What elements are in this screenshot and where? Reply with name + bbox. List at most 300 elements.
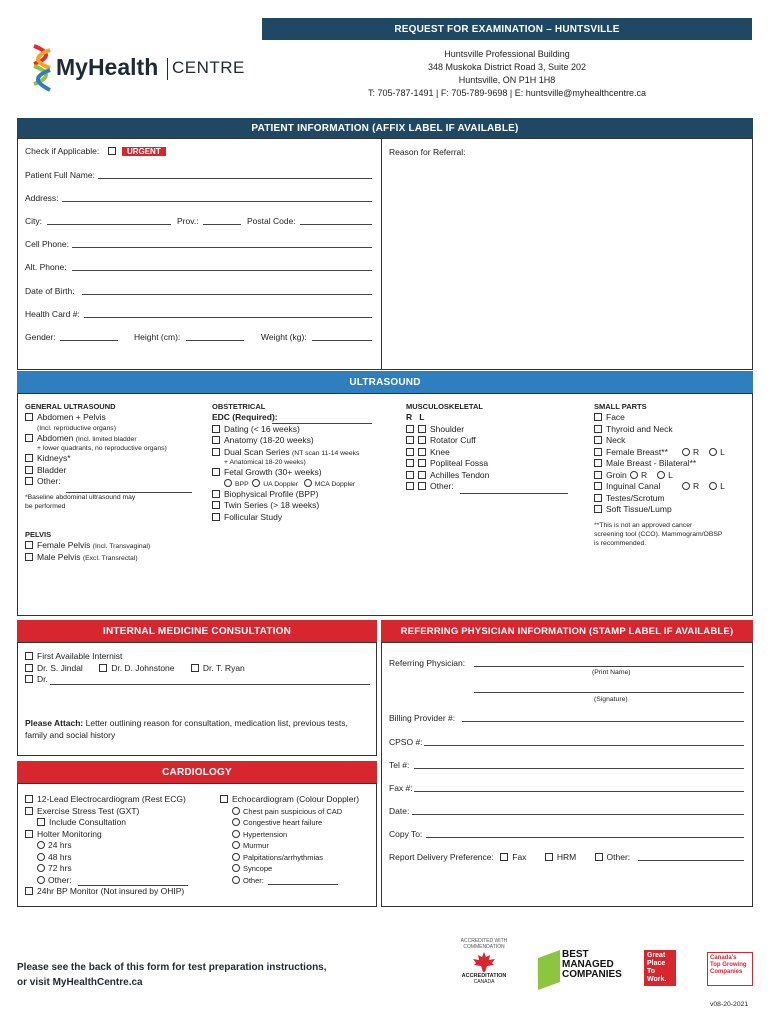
small-parts-checkbox[interactable] [594,436,602,444]
footer-note-line2: or visit MyHealthCentre.ca [17,977,143,988]
edc-label: EDC (Required): [212,412,278,422]
companies-text: COMPANIES [562,969,622,980]
jindal-checkbox[interactable] [25,664,33,672]
referring-bar [381,620,753,642]
follicular-checkbox[interactable] [212,513,220,521]
gxt-option[interactable] [25,806,225,818]
dating-option[interactable] [212,424,397,436]
echo-item[interactable] [232,829,375,841]
echo-item-radio[interactable] [232,818,240,826]
date-label: Date: [389,806,410,816]
female-left-radio[interactable] [709,448,717,456]
health-card-field[interactable] [84,317,372,318]
small-parts-label: Thyroid and Neck [606,423,673,434]
msk-right-checkbox[interactable] [406,425,414,433]
echo-label: Echocardiogram (Colour Doppler) [232,794,360,804]
edc-field[interactable] [272,423,372,424]
msk-heading: MUSCULOSKELETAL [406,402,483,411]
city-field[interactable] [47,224,171,225]
echo-other-field[interactable] [268,884,338,885]
abdomen-note2: + lower quadrants, no reproductive organs) [37,445,167,452]
echo-item-radio[interactable] [232,830,240,838]
ultrasound-title: ULTRASOUND [349,376,421,388]
address-block [262,48,752,100]
version-text: v08-20-2021 [710,1001,749,1008]
female-right-radio[interactable] [682,448,690,456]
fax-checkbox[interactable] [500,853,508,861]
logo-text-my: MyHealth [56,54,159,80]
echo-item-radio[interactable] [232,853,240,861]
inguinal-right-label: R [693,481,700,491]
full-name-label: Patient Full Name: [25,170,95,180]
gender-field[interactable] [60,340,118,341]
small-parts-list [594,412,754,516]
small-parts-label: Male Breast - Bilateral** [606,458,697,468]
logo [30,44,260,96]
general-heading: GENERAL ULTRASOUND [25,402,116,411]
panel-divider [381,138,382,369]
dual-checkbox[interactable] [212,448,220,456]
holter-option[interactable] [25,829,225,841]
anatomy-checkbox[interactable] [212,436,220,444]
footer-note-line1: Please see the back of this form for test preparation instructions, [17,962,327,973]
ryan-checkbox[interactable] [191,664,199,672]
dob-label: Date of Birth: [25,286,75,296]
logo-helix-icon [30,44,54,92]
msk-left-checkbox[interactable] [418,448,426,456]
general-other-option[interactable] [25,476,205,488]
small-parts-label: Neck [606,435,626,445]
internal-medicine-bar [17,620,377,642]
height-label: Height (cm): [134,332,181,342]
top-growing-logo [707,952,753,986]
include-checkbox[interactable] [37,818,45,826]
growing-line2: Top Growing [710,962,747,968]
small-parts-label: Female Breast** [606,446,668,457]
form-title: REQUEST FOR EXAMINATION – HUNTSVILLE [394,23,620,35]
ecg-checkbox[interactable] [25,795,33,803]
small-parts-label: Inguinal Canal [606,481,661,491]
delivery-other-field[interactable] [638,860,744,861]
alt-field[interactable] [72,270,372,271]
small-note3: is recommended. [594,539,647,547]
follicular-label: Follicular Study [224,511,283,522]
groin-left-label: L [668,469,673,480]
to-text: To [647,968,656,975]
delivery-label: Report Delivery Preference: [389,852,494,862]
small-parts-item[interactable] [594,424,754,436]
general-other-checkbox[interactable] [25,477,33,485]
billing-field[interactable] [462,721,744,722]
holter-checkbox[interactable] [25,830,33,838]
mca-radio[interactable] [304,479,312,487]
echo-item[interactable] [232,806,375,818]
small-parts-checkbox[interactable] [594,459,602,467]
msk-item[interactable] [406,447,586,459]
date-field[interactable] [412,814,744,815]
small-note1: **This is not an approved cancer [594,521,693,529]
small-parts-label: Soft Tissue/Lump [606,504,672,514]
anatomy-option[interactable] [212,435,397,447]
echo-item[interactable] [232,852,375,864]
h24-radio[interactable] [37,841,45,849]
fetal-checkbox[interactable] [212,468,220,476]
male-pelvis-label: Male Pelvis [37,551,81,562]
general-other-field[interactable] [66,492,192,493]
urgent-checkbox[interactable] [108,147,116,155]
small-parts-item[interactable] [594,470,754,482]
footer-note [17,960,327,990]
abd-pelvis-option[interactable] [25,412,205,424]
bpp-radio[interactable] [224,479,232,487]
abdomen-note: (Incl. limited bladder [75,435,137,443]
small-parts-item[interactable] [594,458,754,470]
logo-divider [167,58,168,80]
ecg-label: 12-Lead Electrocardiogram (Rest ECG) [37,794,186,804]
bladder-label: Bladder [37,464,67,475]
h48-option[interactable] [25,852,225,864]
managed-text: MANAGED [562,959,614,970]
ryan-label: Dr. T. Ryan [202,662,245,673]
msk-other-field[interactable] [460,493,568,494]
check-if-label: Check if Applicable: [25,146,100,156]
h24-option[interactable] [25,840,225,852]
small-parts-checkbox[interactable] [594,482,602,490]
small-parts-checkbox[interactable] [594,471,602,479]
weight-label: Weight (kg): [261,332,307,342]
general-footnote1: *Baseline abdominal ultrasound may [25,493,136,501]
billing-label: Billing Provider #: [389,713,456,723]
small-parts-section [594,402,754,548]
place-text: Place [647,960,666,967]
inguinal-left-radio[interactable] [709,482,717,490]
msk-left-checkbox[interactable] [418,471,426,479]
msk-item[interactable] [406,470,586,482]
fetal-option[interactable] [212,467,397,479]
h72-label: 72 hrs [48,863,72,873]
bp-option[interactable] [25,886,225,898]
inguinal-right-radio[interactable] [682,482,690,490]
ua-label: UA Doppler [263,480,299,488]
h48-label: 48 hrs [48,851,72,862]
bladder-option[interactable] [25,465,205,477]
twin-checkbox[interactable] [212,501,220,509]
health-card-label: Health Card #: [25,309,80,319]
msk-item[interactable] [406,481,586,493]
msk-item[interactable] [406,458,586,470]
female-pelvis-checkbox[interactable] [25,541,33,549]
accreditation-logo [456,938,512,990]
echo-item-label: Hypertension [243,829,288,839]
obstetrical-heading: OBSTETRICAL [212,402,266,411]
patient-info-title: PATIENT INFORMATION (AFFIX LABEL IF AVAILABLE) [251,122,519,134]
small-parts-label: Groin [606,469,627,480]
attach-text: Letter outlining reason for consultation, medication list, previous tests, [83,718,348,728]
building-name: Huntsville Professional Building [444,49,570,59]
johnstone-label: Dr. D. Johnstone [111,662,175,673]
attach-text2: family and social history [25,729,116,740]
pelvis-heading: PELVIS [25,530,52,539]
msk-item[interactable] [406,424,586,436]
dual-note: (NT scan 11-14 weeks [292,449,360,457]
female-pelvis-option[interactable] [25,540,205,552]
male-pelvis-note: (Excl. Transrectal) [82,554,138,562]
fax-label: Fax #: [389,783,413,793]
prov-field[interactable] [203,224,241,225]
reason-for-referral: Reason for Referral: [389,147,466,157]
msk-right-checkbox[interactable] [406,459,414,467]
check-if-applicable [25,146,166,158]
cell-field[interactable] [72,247,372,248]
small-parts-checkbox[interactable] [594,448,602,456]
msk-left-checkbox[interactable] [418,459,426,467]
tel-label: Tel #: [389,760,410,770]
abd-pelvis-note: (Incl. reproductive organs) [37,424,116,432]
holter-label: Holter Monitoring [37,828,102,839]
mca-label: MCA Doppler [314,480,356,488]
msk-right-checkbox[interactable] [406,471,414,479]
ultrasound-bar [17,371,753,393]
groin-side-options [630,470,673,482]
small-parts-item[interactable] [594,447,754,459]
great-text: Great [647,952,666,959]
female-side-options [682,447,725,459]
small-parts-item[interactable] [594,493,754,505]
general-ultrasound [25,402,205,511]
dual-note2: + Anatomical 18-20 weeks) [224,459,306,466]
growing-line3: Companies [710,969,743,975]
gxt-label: Exercise Stress Test (GXT) [37,805,140,816]
cell-label: Cell Phone: [25,239,69,249]
prov-label: Prov.: [177,216,199,226]
accreditation-text: ACCREDITATION [461,973,507,979]
full-name-field[interactable] [98,178,372,179]
small-parts-item[interactable] [594,435,754,447]
kidneys-checkbox[interactable] [25,454,33,462]
contact-info: T: 705-787-1491 | F: 705-789-9698 | E: huntsville@myhealthcentre.ca [368,88,646,98]
cardiology-title: CARDIOLOGY [162,766,232,778]
signature-caption: (Signature) [594,696,628,703]
weight-field[interactable] [312,340,372,341]
msk-item-label: Rotator Cuff [430,435,476,445]
follicular-option[interactable] [212,512,397,524]
female-pelvis-label: Female Pelvis [37,540,91,550]
canada-text: CANADA [473,979,495,985]
city-postal: Huntsville, ON P1H 1H8 [458,75,556,85]
form-title-bar [262,18,752,40]
echo-list [220,806,375,887]
small-note2: screening tool (CCO). Mammogram/OBSP [594,530,723,538]
msk-list [406,424,586,493]
delivery-preference [389,852,630,864]
kidneys-label: Kidneys* [37,453,71,463]
dob-field[interactable] [82,294,372,295]
delivery-other-checkbox[interactable] [595,853,603,861]
biophysical-option[interactable] [212,489,397,501]
female-left-label: L [720,446,725,457]
echo-item[interactable] [232,840,375,852]
hother-field[interactable] [78,885,188,886]
echo-item[interactable] [232,817,375,829]
small-parts-checkbox[interactable] [594,505,602,513]
abd-pelvis-label: Abdomen + Pelvis [37,412,106,422]
general-other-label: Other: [37,476,61,486]
abd-pelvis-checkbox[interactable] [25,413,33,421]
referring-physician-label: Referring Physician: [389,658,466,668]
inguinal-side-options [682,481,725,493]
patient-info-panel [17,138,753,370]
msk-right-checkbox[interactable] [406,448,414,456]
logo-text-centre: CENTRE [172,58,245,77]
dual-label: Dual Scan Series [224,446,290,457]
h72-radio[interactable] [37,864,45,872]
pelvis-section [25,530,205,563]
city-label: City: [25,216,42,226]
first-available-label: First Available Internist [37,651,123,661]
echo-item-label: Congestive heart failure [243,818,323,827]
dating-label: Dating (< 16 weeks) [224,423,300,434]
msk-left-checkbox[interactable] [418,436,426,444]
maple-leaf-icon [471,951,497,973]
dr-other-checkbox[interactable] [25,675,33,683]
first-available-option[interactable] [25,651,375,663]
small-parts-item[interactable] [594,412,754,424]
echo-option[interactable] [220,794,375,806]
cpso-label: CPSO #: [389,737,423,747]
male-pelvis-option[interactable] [25,552,205,564]
msk-left-checkbox[interactable] [418,425,426,433]
kidneys-option[interactable] [25,453,205,465]
postal-label: Postal Code: [247,216,296,226]
dual-option[interactable] [212,447,397,459]
h48-radio[interactable] [37,853,45,861]
internal-medicine-title: INTERNAL MEDICINE CONSULTATION [102,625,292,637]
biophysical-label: Biophysical Profile (BPP) [224,488,319,499]
msk-section [406,402,586,493]
echo-item[interactable] [232,863,375,875]
abdomen-option[interactable] [25,433,205,445]
address-field[interactable] [62,201,372,202]
groin-right-radio[interactable] [630,471,638,479]
fax-field[interactable] [414,791,744,792]
cpso-field[interactable] [424,745,744,746]
groin-right-label: R [641,469,648,480]
msk-right-checkbox[interactable] [406,436,414,444]
msk-left-checkbox[interactable] [418,482,426,490]
echo-item-radio[interactable] [232,807,240,815]
address-label: Address: [25,193,59,203]
msk-item-label: Popliteal Fossa [430,458,489,468]
first-available-checkbox[interactable] [25,652,33,660]
postal-field[interactable] [300,224,372,225]
groin-left-radio[interactable] [657,471,665,479]
small-parts-item[interactable] [594,504,754,516]
signature-field[interactable] [474,692,744,693]
echo-item-label: Syncope [243,864,273,873]
small-parts-heading: SMALL PARTS [594,402,647,411]
hother-radio[interactable] [37,876,45,884]
internal-options [25,651,375,686]
abdomen-label: Abdomen [37,432,74,443]
general-footnote2: be performed [25,502,66,510]
small-parts-label: Testes/Scrotum [606,492,665,503]
msk-item-label: Other: [430,481,454,491]
hrm-option-label: HRM [556,852,577,862]
echo-item-label: Other: [243,875,264,885]
ecg-option[interactable] [25,794,225,806]
commendation-text: COMMENDATION [463,944,505,950]
cardiology-right [220,794,375,886]
include-option[interactable] [25,817,225,829]
fax-option-label: Fax [512,852,527,862]
referring-title: REFERRING PHYSICIAN INFORMATION (STAMP LABEL IF AVAILABLE) [400,625,734,637]
msk-item[interactable] [406,435,586,447]
print-name-caption: (Print Name) [592,669,631,676]
doctor-options [25,663,375,675]
bp-label: 24hr BP Monitor (Not insured by OHIP) [37,886,185,896]
copy-label: Copy To: [389,829,423,839]
ua-radio[interactable] [252,479,260,487]
referring-physician-field[interactable] [474,666,744,667]
msk-item-label: Knee [430,446,450,457]
echo-item-label: Palpitations/arrhythmias [243,852,324,862]
obstetrical-section [212,402,397,523]
echo-item-radio[interactable] [232,841,240,849]
echo-item-label: Chest pain suspicious of CAD [243,806,343,816]
johnstone-checkbox[interactable] [99,664,107,672]
best-text: BEST [562,949,589,960]
height-field[interactable] [186,340,244,341]
inguinal-left-label: L [720,481,725,491]
copy-field[interactable] [426,837,744,838]
biophysical-checkbox[interactable] [212,490,220,498]
cardiology-bar [17,761,377,783]
echo-item-radio[interactable] [232,876,240,884]
work-text: Work. [647,976,667,983]
msk-rl-header: R L [406,412,425,422]
dating-checkbox[interactable] [212,425,220,433]
male-pelvis-checkbox[interactable] [25,553,33,561]
echo-item-radio[interactable] [232,864,240,872]
cardiology-left [25,794,225,898]
msk-right-checkbox[interactable] [406,482,414,490]
bp-checkbox[interactable] [25,887,33,895]
abdomen-checkbox[interactable] [25,434,33,442]
dr-other-label: Dr. [37,674,48,684]
urgent-badge: URGENT [122,147,166,156]
tel-field[interactable] [414,768,744,769]
small-parts-item[interactable] [594,481,754,493]
attach-bold: Please Attach: [25,718,84,728]
echo-checkbox[interactable] [220,795,228,803]
small-parts-checkbox[interactable] [594,425,602,433]
delivery-other-label: Other: [606,852,631,862]
bladder-checkbox[interactable] [25,466,33,474]
growing-line1: Canada's [710,955,737,961]
include-label: Include Consultation [49,817,127,827]
msk-item-label: Achilles Tendon [430,469,490,480]
small-parts-checkbox[interactable] [594,494,602,502]
hrm-checkbox[interactable] [545,853,553,861]
h72-option[interactable] [25,863,225,875]
small-parts-checkbox[interactable] [594,413,602,421]
patient-info-bar [17,118,753,138]
best-managed-logo [538,948,622,988]
anatomy-label: Anatomy (18-20 weeks) [224,435,314,445]
dr-other-field[interactable] [50,684,370,685]
gxt-checkbox[interactable] [25,807,33,815]
twin-option[interactable] [212,500,397,512]
